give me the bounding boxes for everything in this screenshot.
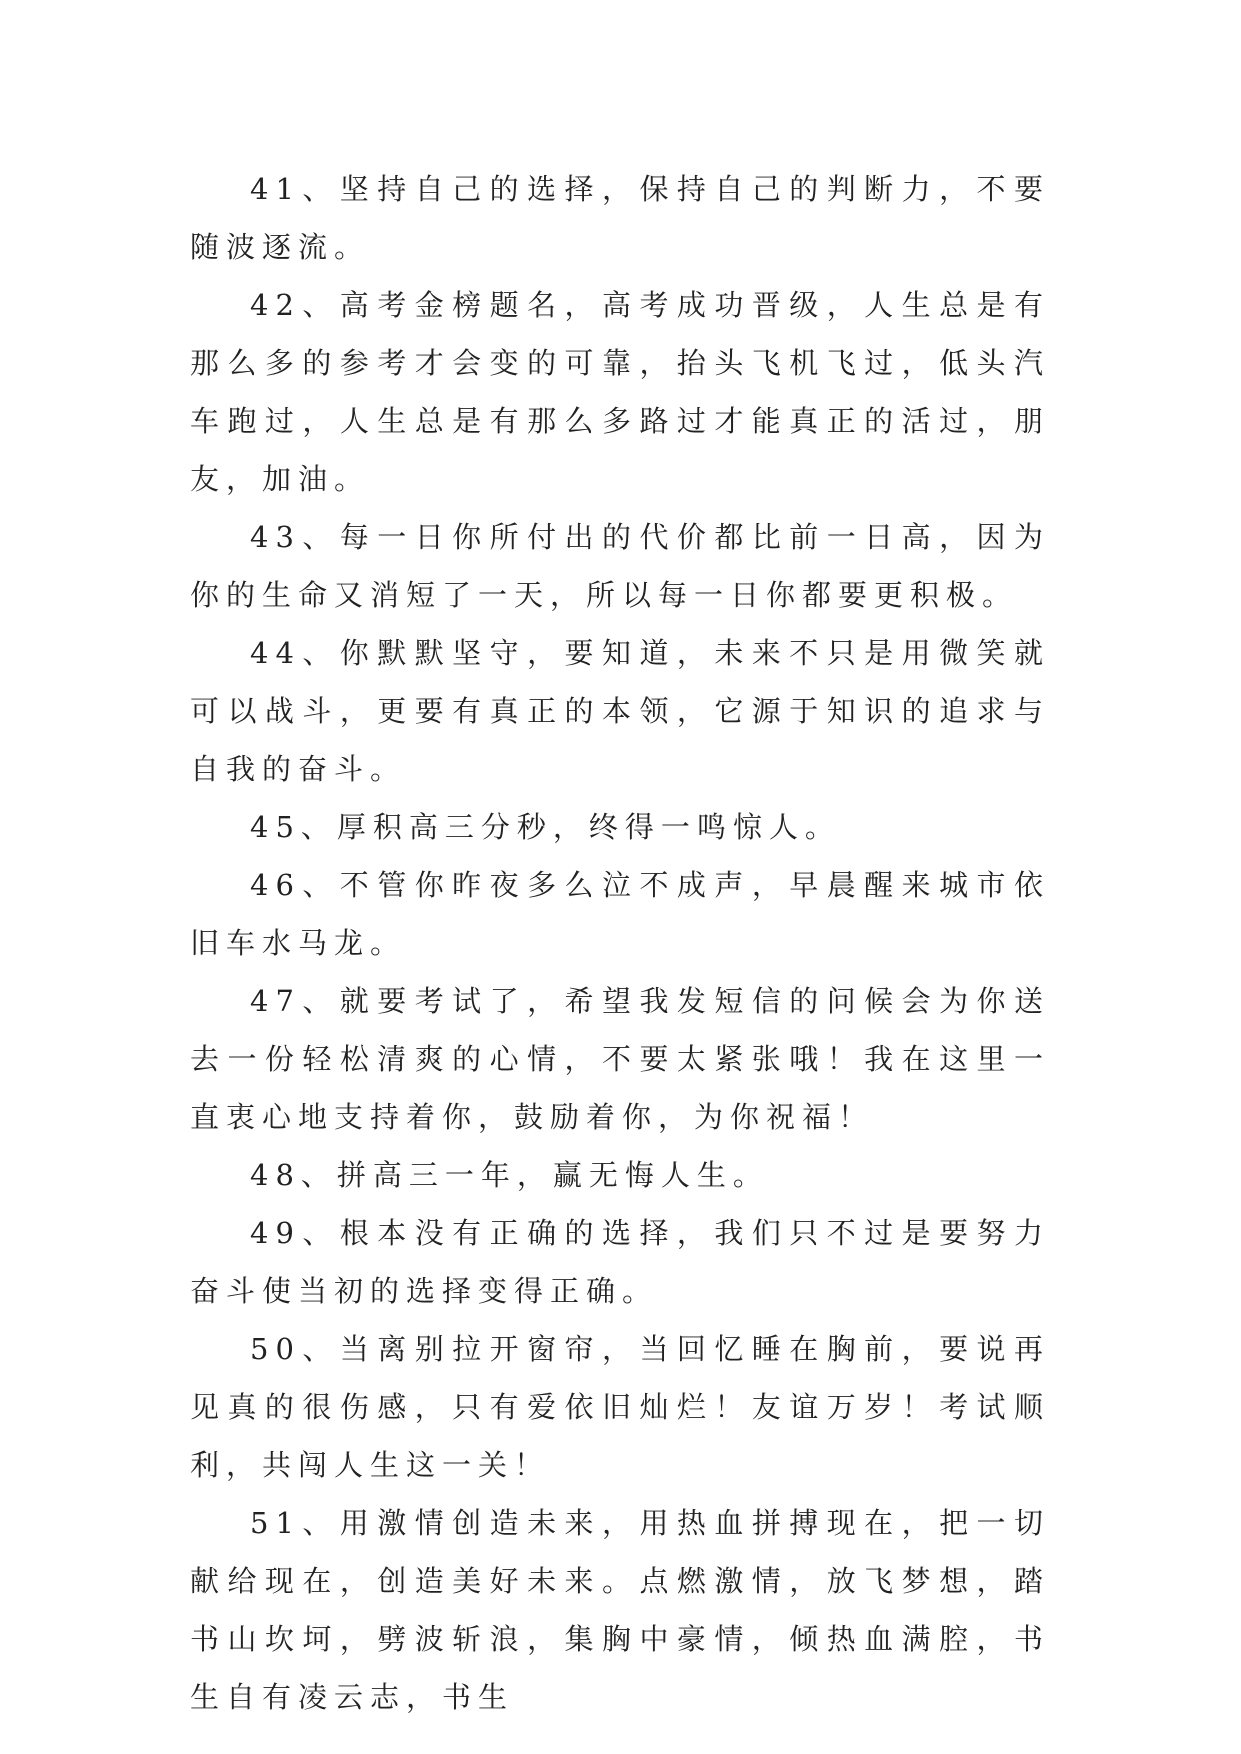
paragraph-51: 51、用激情创造未来，用热血拼搏现在，把一切献给现在，创造美好未来。点燃激情，放飞梦想，踏书山坎坷，劈波斩浪，集胸中豪情，倾热血满腔，书生自有凌云志，书生 [190, 1506, 1050, 1714]
paragraph-43: 43、每一日你所付出的代价都比前一日高，因为你的生命又消短了一天，所以每一日你都要更积极。 [190, 520, 1050, 612]
paragraph-48: 48、拼高三一年，赢无悔人生。 [250, 1158, 769, 1192]
paragraph-49: 49、根本没有正确的选择，我们只不过是要努力奋斗使当初的选择变得正确。 [190, 1216, 1050, 1308]
paragraph-47: 47、就要考试了，希望我发短信的问候会为你送去一份轻松清爽的心情，不要太紧张哦！我在这里一直衷心地支持着你，鼓励着你，为你祝福！ [190, 984, 1050, 1134]
paragraph-41: 41、坚持自己的选择，保持自己的判断力，不要随波逐流。 [190, 172, 1050, 264]
paragraph-46: 46、不管你昨夜多么泣不成声，早晨醒来城市依旧车水马龙。 [190, 868, 1050, 960]
paragraph-44: 44、你默默坚守，要知道，未来不只是用微笑就可以战斗，更要有真正的本领，它源于知识的追求与自我的奋斗。 [190, 636, 1050, 786]
paragraph-50: 50、当离别拉开窗帘，当回忆睡在胸前，要说再见真的很伤感，只有爱依旧灿烂！友谊万岁！考试顺利，共闯人生这一关！ [190, 1332, 1050, 1482]
document-body [190, 160, 1050, 1726]
paragraph-42: 42、高考金榜题名，高考成功晋级，人生总是有那么多的参考才会变的可靠，抬头飞机飞过，低头汽车跑过，人生总是有那么多路过才能真正的活过，朋友，加油。 [190, 288, 1050, 496]
paragraph-45: 45、厚积高三分秒，终得一鸣惊人。 [250, 810, 841, 844]
